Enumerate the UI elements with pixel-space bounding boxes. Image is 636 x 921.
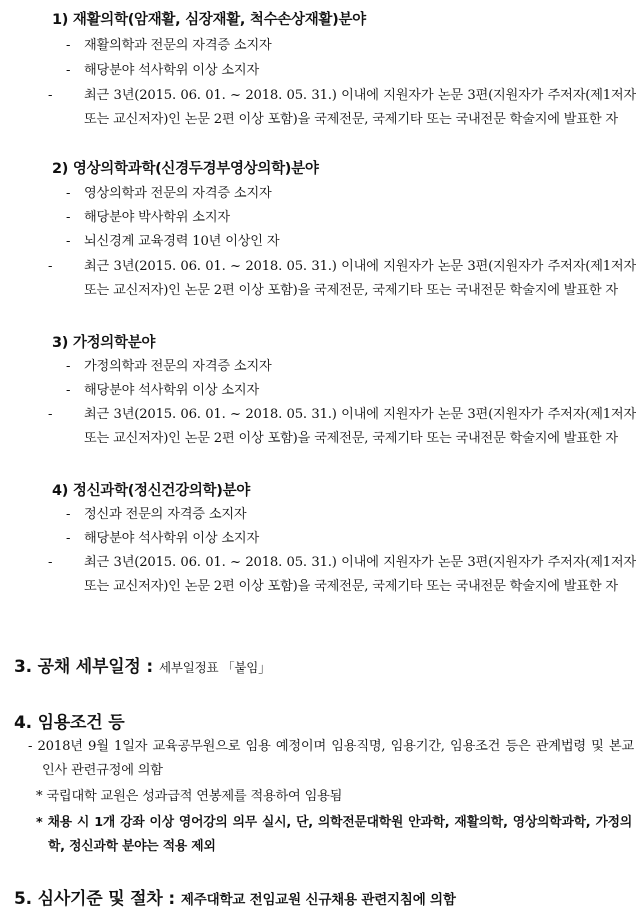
- field-heading-rehabilitation: 1) 재활의학(암재활, 심장재활, 척수손상재활)분야: [52, 12, 366, 28]
- dash-marker: -: [66, 507, 71, 522]
- list-item: - 해당분야 석사학위 이상 소지자: [66, 379, 626, 403]
- condition-text: - 2018년 9월 1일자 교육공무원으로 임용 예정이며 임용직명, 임용기간, 임용조건 등은 관계법령 및 본교 인사 관련규정에 의함: [28, 739, 634, 778]
- list-item: - 정신과 전문의 자격증 소지자: [66, 503, 626, 527]
- section-heading-conditions: 4. 임용조건 등: [14, 713, 125, 733]
- list-item: - 최근 3년(2015. 06. 01. ~ 2018. 05. 31.) 이내에 지원자가 논문 3편(지원자가 주저자(제1저자 또는 교신저자)인 논문 2편 이상 포함)을 국제전문, 국제기타 또는 국내전문 학술지에 발표한 자: [66, 551, 636, 599]
- list-item: - 영상의학과 전문의 자격증 소지자: [66, 182, 626, 206]
- dash-marker: -: [66, 359, 71, 374]
- dash-marker: -: [48, 407, 53, 422]
- dash-marker: -: [66, 383, 71, 398]
- list-item: - 최근 3년(2015. 06. 01. ~ 2018. 05. 31.) 이내에 지원자가 논문 3편(지원자가 주저자(제1저자 또는 교신저자)인 논문 2편 이상 포함)을 국제전문, 국제기타 또는 국내전문 학술지에 발표한 자: [66, 255, 636, 303]
- list-item: - 해당분야 박사학위 소지자: [66, 206, 626, 230]
- list-item: - 재활의학과 전문의 자격증 소지자: [66, 34, 626, 58]
- list-item: - 최근 3년(2015. 06. 01. ~ 2018. 05. 31.) 이내에 지원자가 논문 3편(지원자가 주저자(제1저자 또는 교신저자)인 논문 2편 이상 포함)을 국제전문, 국제기타 또는 국내전문 학술지에 발표한 자: [66, 84, 636, 132]
- field-heading-family-medicine: 3) 가정의학분야: [52, 335, 156, 351]
- note-english-lecture: * 채용 시 1개 강좌 이상 영어강의 의무 실시, 단, 의학전문대학원 안과학, 재활의학, 영상의학과학, 가정의학, 정신과학 분야는 적용 제외: [36, 815, 632, 854]
- dash-marker: -: [48, 259, 53, 274]
- field-heading-psychiatry: 4) 정신과학(정신건강의학)분야: [52, 483, 251, 499]
- dash-marker: -: [48, 555, 53, 570]
- dash-marker: -: [66, 531, 71, 546]
- list-item: - 최근 3년(2015. 06. 01. ~ 2018. 05. 31.) 이내에 지원자가 논문 3편(지원자가 주저자(제1저자 또는 교신저자)인 논문 2편 이상 포함)을 국제전문, 국제기타 또는 국내전문 학술지에 발표한 자: [66, 403, 636, 451]
- schedule-detail: 세부일정표 「붙임」: [158, 660, 271, 675]
- dash-marker: -: [66, 234, 71, 249]
- dash-marker: -: [66, 63, 71, 78]
- list-item: - 가정의학과 전문의 자격증 소지자: [66, 355, 626, 379]
- dash-marker: -: [66, 38, 71, 53]
- dash-marker: -: [66, 186, 71, 201]
- list-item: - 해당분야 석사학위 이상 소지자: [66, 527, 626, 551]
- dash-marker: -: [66, 210, 71, 225]
- field-heading-radiology: 2) 영상의학과학(신경두경부영상의학)분야: [52, 161, 319, 177]
- list-item: - 뇌신경계 교육경력 10년 이상인 자: [66, 230, 626, 254]
- review-detail: 제주대학교 전임교원 신규채용 관련지침에 의함: [180, 892, 456, 908]
- section-heading-review: 5. 심사기준 및 절차 : 제주대학교 전임교원 신규채용 관련지침에 의함: [14, 889, 456, 909]
- dash-marker: -: [48, 88, 53, 103]
- note-salary: * 국립대학 교원은 성과급적 연봉제를 적용하여 임용됨: [36, 789, 343, 804]
- section-heading-schedule: 3. 공채 세부일정 : 세부일정표 「붙임」: [14, 657, 271, 677]
- list-item: - 해당분야 석사학위 이상 소지자: [66, 59, 626, 83]
